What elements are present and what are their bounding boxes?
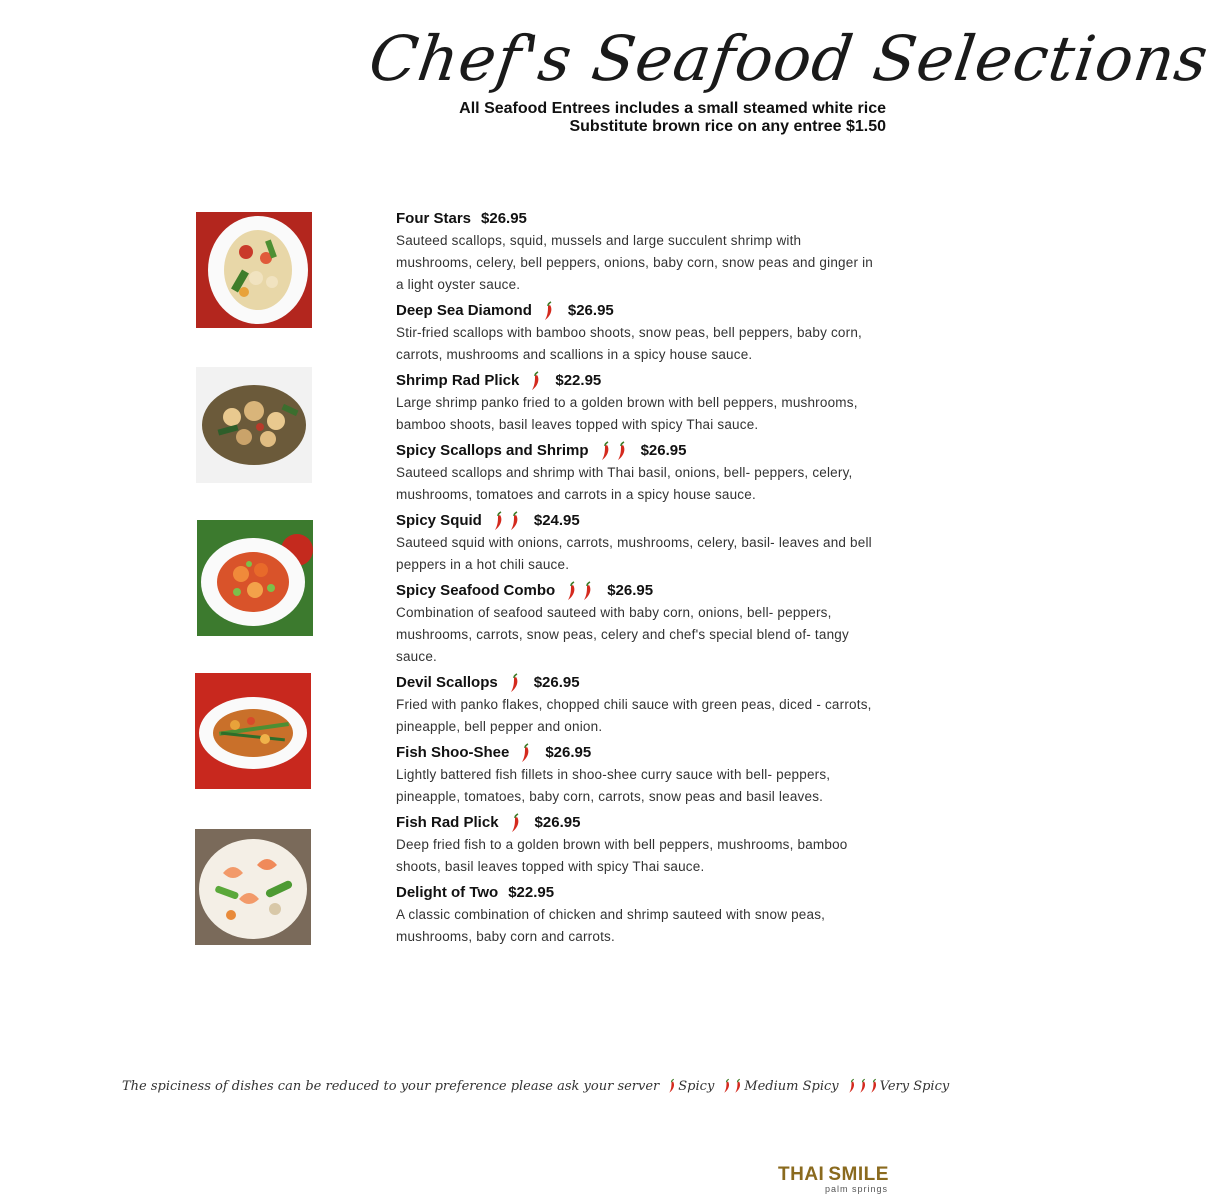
chili-pepper-icon xyxy=(615,441,627,461)
menu-item-description: Fried with panko flakes, chopped chili sauce with green peas, diced - carrots, pineapple, bell pepper and onion. xyxy=(396,697,872,734)
chili-pepper-icon xyxy=(509,813,521,833)
chili-pepper-icon xyxy=(733,1078,742,1094)
chili-pepper-icon xyxy=(599,441,611,461)
chili-pepper-icon xyxy=(492,511,504,531)
menu-item-price: $26.95 xyxy=(533,674,580,691)
chili-pepper-icon xyxy=(581,581,593,601)
menu-item-description: Deep fried fish to a golden brown with bell peppers, mushrooms, bamboo shoots, basil leaves topped with spicy Thai sauce. xyxy=(396,837,848,874)
logo-subtitle: palm springs xyxy=(824,1184,888,1194)
menu-item-description: Sauteed scallops, squid, mussels and large succulent shrimp with mushrooms, celery, bell peppers, onions, baby corn, snow peas and ginger in a light oyster sauce. xyxy=(396,233,874,292)
spice-legend-label: Spicy xyxy=(678,1078,715,1094)
menu-item-name: Four Stars xyxy=(396,210,472,227)
dish-photo-3 xyxy=(197,520,313,636)
menu-item xyxy=(396,208,876,296)
spice-level xyxy=(565,581,597,601)
menu-item-header xyxy=(396,882,876,904)
chili-pepper-icon xyxy=(722,1078,731,1094)
menu-item xyxy=(396,882,876,948)
menu-item-description: Stir-fried scallops with bamboo shoots, snow peas, bell peppers, baby corn, carrots, mushrooms and scallions in a spicy house sauce. xyxy=(396,325,862,362)
menu-item-description: Large shrimp panko fried to a golden brown with bell peppers, mushrooms, bamboo shoots, basil leaves topped with spicy Thai sauce. xyxy=(396,395,858,432)
spice-legend-label: Very Spicy xyxy=(879,1078,950,1094)
menu-item-header xyxy=(396,300,876,322)
page-title: Chef's Seafood Selections xyxy=(364,22,1214,95)
menu-item-header xyxy=(396,510,876,532)
menu-item-header xyxy=(396,812,876,834)
dish-photo-4 xyxy=(195,673,311,789)
spice-level xyxy=(599,441,631,461)
menu-item-price: $22.95 xyxy=(555,372,602,389)
menu-item-description: Lightly battered fish fillets in shoo-shee curry sauce with bell- peppers, pineapple, tomatoes, baby corn, carrots, snow peas and basil leaves. xyxy=(396,767,831,804)
menu-item-name: Spicy Squid xyxy=(396,512,482,529)
menu-item-price: $26.95 xyxy=(640,442,687,459)
chili-pepper-icon xyxy=(508,673,520,693)
menu-list xyxy=(396,208,876,952)
menu-item-price: $26.95 xyxy=(567,302,614,319)
menu-item xyxy=(396,812,876,878)
dish-photo-2 xyxy=(196,367,312,483)
chili-pepper-icon xyxy=(847,1078,856,1094)
spice-level xyxy=(492,511,524,531)
logo-text-smile: SMILE xyxy=(828,1164,889,1185)
dish-photo-1 xyxy=(196,212,312,328)
menu-item-price: $26.95 xyxy=(607,582,654,599)
spice-level xyxy=(542,301,558,321)
spice-legend-entry xyxy=(847,1078,950,1094)
chili-pepper-icon xyxy=(565,581,577,601)
menu-item xyxy=(396,510,876,576)
menu-item-name: Delight of Two xyxy=(396,884,499,901)
dish-photo-5 xyxy=(195,829,311,945)
menu-item-name: Spicy Seafood Combo xyxy=(396,582,556,599)
menu-item-header xyxy=(396,208,876,230)
menu-item-price: $22.95 xyxy=(508,884,555,901)
restaurant-logo xyxy=(778,1164,888,1194)
spice-level xyxy=(529,371,545,391)
menu-item-price: $26.95 xyxy=(534,814,581,831)
chili-pepper-icon xyxy=(667,1078,676,1094)
chili-pepper-icon xyxy=(858,1078,867,1094)
chili-pepper-icon xyxy=(529,371,541,391)
menu-item-price: $26.95 xyxy=(481,210,527,227)
menu-item-name: Shrimp Rad Plick xyxy=(396,372,520,389)
spice-level xyxy=(509,813,525,833)
menu-item-header xyxy=(396,742,876,764)
spice-legend xyxy=(122,1078,952,1094)
menu-item-description: Combination of seafood sauteed with baby corn, onions, bell- peppers, mushrooms, carrots, snow peas, celery and chef's special blend of- tangy sauce. xyxy=(396,605,849,664)
spice-note: The spiciness of dishes can be reduced to your preference please ask your server xyxy=(122,1078,660,1094)
subtitle-brown-rice-note: Substitute brown rice on any entree $1.50 xyxy=(569,118,886,135)
menu-item xyxy=(396,672,876,738)
spice-legend-entry xyxy=(667,1078,714,1094)
chili-pepper-icon xyxy=(869,1078,878,1094)
menu-item-description: Sauteed scallops and shrimp with Thai basil, onions, bell- peppers, celery, mushrooms, tomatoes and carrots in a spicy house sauce. xyxy=(396,465,853,502)
menu-item-name: Spicy Scallops and Shrimp xyxy=(396,442,589,459)
spice-level xyxy=(519,743,535,763)
subtitle xyxy=(459,100,886,136)
spice-level xyxy=(508,673,524,693)
menu-item-header xyxy=(396,440,876,462)
menu-item-description: A classic combination of chicken and shrimp sauteed with snow peas, mushrooms, baby corn and carrots. xyxy=(396,907,826,944)
chili-pepper-icon xyxy=(508,511,520,531)
menu-item-price: $24.95 xyxy=(533,512,580,529)
chili-pepper-icon xyxy=(519,743,531,763)
menu-item xyxy=(396,580,876,668)
menu-item xyxy=(396,370,876,436)
menu-item xyxy=(396,440,876,506)
menu-item-name: Deep Sea Diamond xyxy=(396,302,532,319)
menu-item xyxy=(396,300,876,366)
menu-item-name: Devil Scallops xyxy=(396,674,498,691)
menu-item-header xyxy=(396,580,876,602)
menu-item-header xyxy=(396,370,876,392)
logo-text-thai: THAI xyxy=(778,1164,825,1185)
spice-legend-entry xyxy=(722,1078,838,1094)
chili-pepper-icon xyxy=(542,301,554,321)
menu-item-description: Sauteed squid with onions, carrots, mushrooms, celery, basil- leaves and bell peppers in a hot chili sauce. xyxy=(396,535,872,572)
spice-legend-label: Medium Spicy xyxy=(744,1078,839,1094)
menu-item-name: Fish Shoo-Shee xyxy=(396,744,510,761)
menu-item-header xyxy=(396,672,876,694)
menu-item-name: Fish Rad Plick xyxy=(396,814,499,831)
subtitle-rice-note: All Seafood Entrees includes a small steamed white rice xyxy=(459,100,886,117)
menu-item xyxy=(396,742,876,808)
menu-item-price: $26.95 xyxy=(545,744,592,761)
